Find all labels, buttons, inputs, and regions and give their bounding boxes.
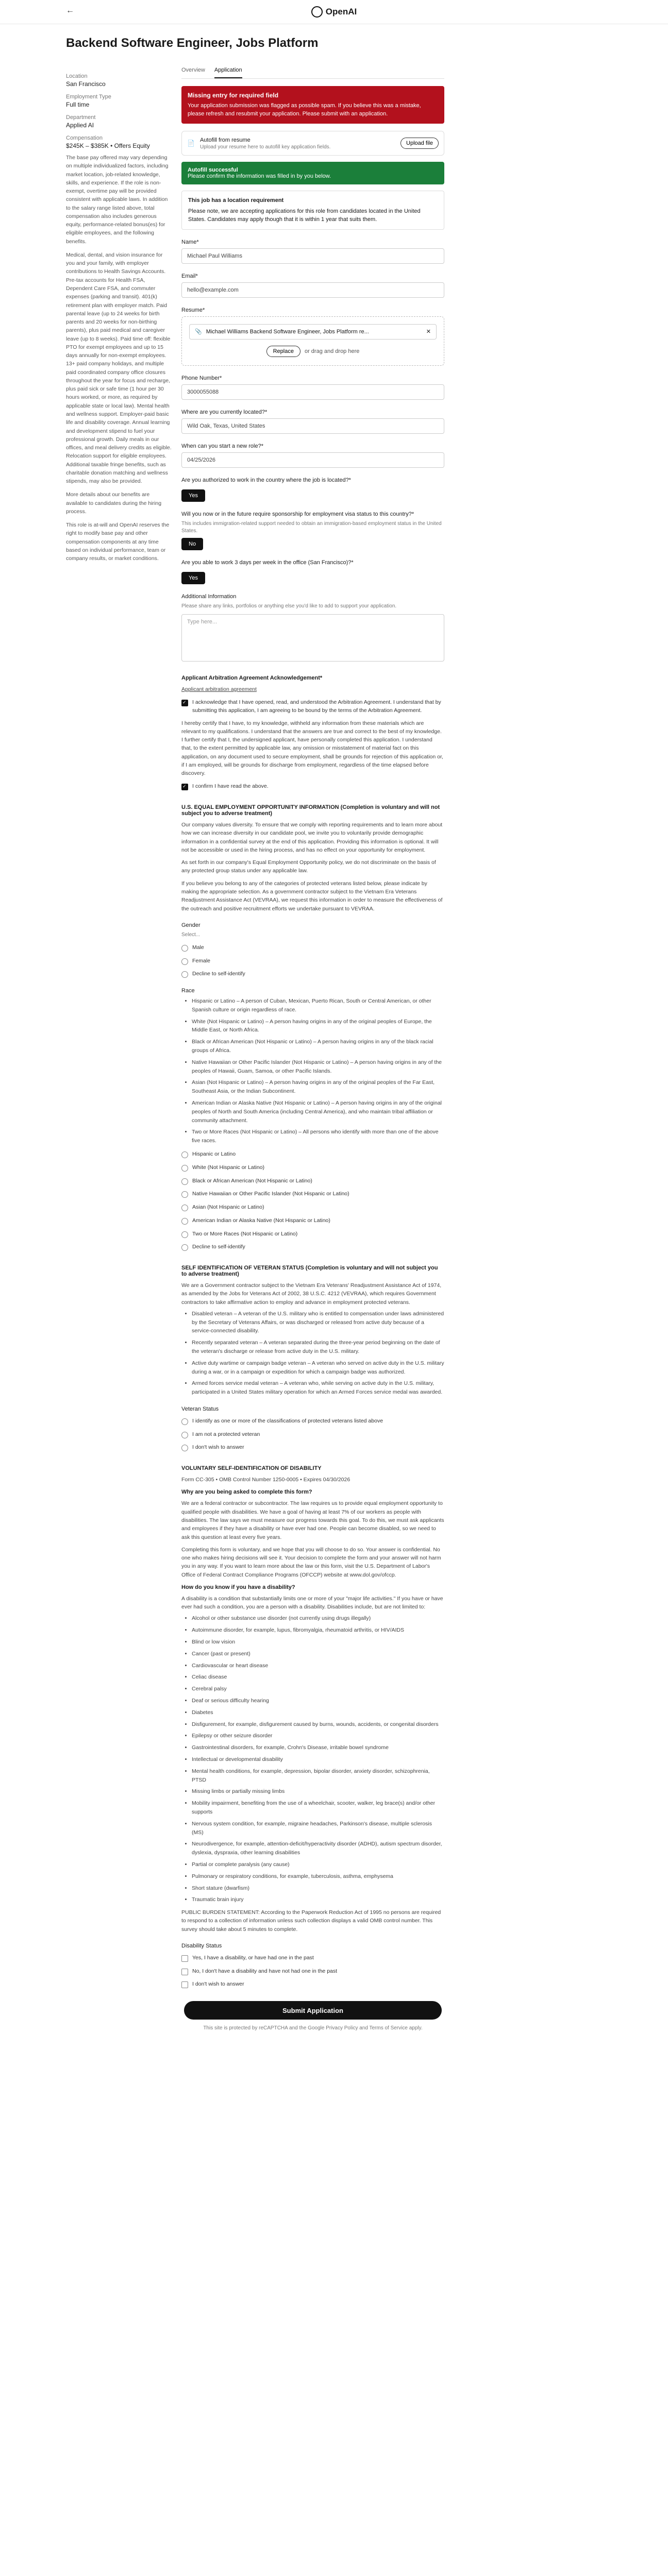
location-field-group	[181, 409, 444, 434]
resume-label: Resume*	[181, 307, 205, 313]
autofill-card	[181, 131, 444, 156]
option-label: Female	[192, 957, 211, 964]
checkbox[interactable]	[181, 1955, 188, 1962]
meta-value: Full time	[66, 101, 90, 108]
certify-checkbox[interactable]	[181, 784, 188, 790]
tab-bar	[181, 67, 444, 79]
logo-text: OpenAI	[325, 7, 357, 16]
list-item: • Hispanic or Latino – A person of Cuban, Mexican, Puerto Rican, South or Central American, or other Spanish culture or origin regardless of race.	[192, 997, 444, 1014]
checkbox[interactable]	[181, 1969, 188, 1975]
arbitration-link[interactable]: Applicant arbitration agreement	[181, 686, 257, 692]
start-date-field-group	[181, 443, 444, 468]
arbitration-title: Applicant Arbitration Agreement Acknowledgement*	[181, 674, 323, 681]
meta-label: Compensation	[66, 135, 103, 141]
public-burden-statement: PUBLIC BURDEN STATEMENT: According to the Paperwork Reduction Act of 1995 no persons are required to respond to a collection of information unless such collection displays a valid OMB control number. This survey should take about 5 minutes to complete.	[181, 1909, 441, 1933]
phone-label: Phone Number*	[181, 375, 222, 381]
disability-option[interactable]	[181, 1980, 444, 1989]
list-item: • Mental health conditions, for example, depression, bipolar disorder, anxiety disorder, schizophrenia, PTSD	[192, 1767, 444, 1785]
autofill-title: Autofill from resume	[199, 137, 250, 143]
resume-field-group	[181, 307, 444, 366]
phone-input[interactable]: 3000055088	[181, 384, 444, 400]
sponsorship-help: This includes immigration-related support needed to obtain an immigration-based employment status in the United States.	[181, 520, 442, 534]
success-alert	[181, 162, 444, 184]
email-field-group	[181, 273, 444, 298]
description-paragraph: This role is at-will and OpenAI reserves the right to modify base pay and other compensation components at any time based on individual performance, team or company results, or market conditions.	[66, 522, 170, 562]
meta-value: Applied AI	[66, 122, 94, 129]
meta-employment-type	[66, 94, 172, 108]
option-label: American Indian or Alaska Native (Not Hispanic or Latino)	[192, 1217, 330, 1224]
location-label: Where are you currently located?*	[181, 409, 268, 415]
radio-button[interactable]	[181, 945, 188, 952]
disability-paragraph: Completing this form is voluntary, and we hope that you will choose to do so. Your answer is confidential. No one who makes hiring decisions will see it. Your decision to complete the form and your answer will not harm you in any way. If you want to learn more about the law or this form, visit the U.S. Department of Labor's Office of Federal Contract Compliance Programs (OFCCP) website at www.dol.gov/ofccp.	[181, 1546, 441, 1578]
option-label: I am not a protected veteran	[192, 1431, 260, 1437]
eeo-paragraph: Our company values diversity. To ensure that we comply with reporting requirements and to learn more about how we can increase diversity in our candidate pool, we invite you to voluntarily provide demographic information in a confidential survey at the end of this application. Providing this information is optional. It will not be accessible or used in the hiring process, and has no effect on your opportunity for employment.	[181, 822, 443, 853]
name-field-group	[181, 239, 444, 264]
radio-button[interactable]	[181, 958, 188, 965]
disability-option[interactable]	[181, 1968, 444, 1976]
option-label: Decline to self-identify	[192, 1244, 245, 1250]
phone-field-group	[181, 375, 444, 400]
gender-option[interactable]	[181, 970, 444, 978]
disability-why: Why are you being asked to complete this form?	[181, 1489, 312, 1496]
additional-info-label: Additional Information	[181, 593, 237, 600]
list-item: • Pulmonary or respiratory conditions, for example, tuberculosis, asthma, emphysema	[192, 1872, 444, 1881]
arbitration-checkbox-row[interactable]	[181, 699, 444, 715]
replace-resume-button[interactable]: Replace	[266, 346, 300, 357]
race-option[interactable]	[181, 1177, 444, 1185]
radio-button[interactable]	[181, 1165, 188, 1172]
list-item: • Two or More Races (Not Hispanic or Latino) – All persons who identify with more than one of the above five races.	[192, 1128, 444, 1145]
office-group	[181, 560, 444, 584]
logo[interactable]	[311, 6, 357, 18]
list-item: • Armed forces service medal veteran – A veteran who, while serving on active duty in the U.S. military, participated in a United States military operation for which an Armed Forces service medal was awarded.	[192, 1379, 444, 1397]
radio-button[interactable]	[181, 1218, 188, 1225]
veteran-option[interactable]	[181, 1417, 444, 1426]
list-item: • Asian (Not Hispanic or Latino) – A person having origins in any of the original peoples of the Far East, Southeast Asia, or the Indian Subcontinent.	[192, 1078, 444, 1096]
additional-info-help: Please share any links, portfolios or anything else you'd like to add to support your application.	[181, 603, 397, 609]
option-label: Black or African American (Not Hispanic or Latino)	[192, 1177, 312, 1184]
option-label: Hispanic or Latino	[192, 1151, 236, 1157]
paperclip-icon: 📎	[195, 329, 202, 335]
start-date-label: When can you start a new role?*	[181, 443, 263, 449]
work-authorization-group	[181, 477, 444, 502]
radio-button[interactable]	[181, 1205, 188, 1211]
radio-button[interactable]	[181, 1151, 188, 1158]
replace-hint: or drag and drop here	[304, 348, 360, 354]
work-authorization-label: Are you authorized to work in the country where the job is located?*	[181, 477, 351, 483]
disability-list	[181, 1614, 444, 1904]
office-label: Are you able to work 3 days per week in the office (San Francisco)?*	[181, 559, 354, 566]
compensation-description	[66, 154, 172, 563]
list-item: • Short stature (dwarfism)	[192, 1884, 444, 1893]
gender-label: Gender	[181, 922, 201, 928]
list-item: • American Indian or Alaska Native (Not Hispanic or Latino) – A person having origins in any of the original peoples of North and South America (including Central America), and who maintain tribal affiliation or community attachment.	[192, 1099, 444, 1125]
list-item: • White (Not Hispanic or Latino) – A person having origins in any of the original peoples of Europe, the Middle East, or North Africa.	[192, 1018, 444, 1035]
radio-button[interactable]	[181, 1231, 188, 1238]
list-item: • Nervous system condition, for example, migraine headaches, Parkinson's disease, multiple sclerosis (MS)	[192, 1820, 444, 1837]
veteran-status-group	[181, 1406, 444, 1452]
radio-button[interactable]	[181, 1178, 188, 1185]
list-item: • Partial or complete paralysis (any cause)	[192, 1860, 444, 1869]
race-option[interactable]	[181, 1204, 444, 1212]
location-notice	[181, 191, 444, 230]
list-item: • Intellectual or developmental disability	[192, 1755, 444, 1764]
back-arrow-icon[interactable]: ←	[66, 6, 74, 15]
eeo-paragraph: As set forth in our company's Equal Employment Opportunity policy, we do not discriminate on the basis of any protected group status under any applicable law.	[181, 859, 436, 874]
race-option[interactable]	[181, 1230, 444, 1239]
notice-body: Please note, we are accepting applications for this role from candidates located in the United States. Candidates may apply though that it is within 1 year that suits them.	[188, 208, 421, 223]
list-item: • Disabled veteran – A veteran of the U.S. military who is entitled to compensation under laws administered by the Secretary of Veterans Affairs, or was discharged or released from active duty because of a service-connected disability.	[192, 1310, 444, 1335]
list-item: • Blind or low vision	[192, 1638, 444, 1647]
name-input[interactable]: Michael Paul Williams	[181, 248, 444, 264]
list-item: • Cancer (past or present)	[192, 1650, 444, 1658]
list-item: • Disfigurement, for example, disfigurement caused by burns, wounds, accidents, or congenital disorders	[192, 1720, 444, 1729]
list-item: • Cerebral palsy	[192, 1685, 444, 1693]
error-alert	[181, 86, 444, 124]
certify-checkbox-row[interactable]	[181, 783, 444, 791]
additional-info-textarea[interactable]: Type here...	[181, 614, 444, 662]
tab-application[interactable]: Application	[214, 67, 242, 78]
meta-value: San Francisco	[66, 80, 106, 88]
meta-label: Location	[66, 73, 88, 79]
race-label: Race	[181, 988, 195, 994]
veteran-definitions	[181, 1310, 444, 1397]
radio-button[interactable]	[181, 1244, 188, 1251]
disability-status-label: Disability Status	[181, 1942, 222, 1949]
veteran-option[interactable]	[181, 1431, 444, 1439]
upload-file-button[interactable]: Upload file	[400, 138, 439, 149]
resume-dropzone[interactable]	[181, 316, 444, 366]
email-input[interactable]: hello@example.com	[181, 282, 444, 298]
option-label: White (Not Hispanic or Latino)	[192, 1164, 265, 1171]
description-paragraph: The base pay offered may vary depending on multiple individualized factors, including market location, job-related knowledge, skills, and experience. If the role is non-exempt, overtime pay will be provided consistent with applicable laws. In addition to the salary range listed above, total compensation also includes generous equity, performance-related bonus(es) for eligible employees, and the following benefits.	[66, 155, 169, 245]
list-item: • Epilepsy or other seizure disorder	[192, 1732, 444, 1740]
option-label: I don't wish to answer	[192, 1981, 244, 1988]
list-item: • Native Hawaiian or Other Pacific Islander (Not Hispanic or Latino) – A person having origins in any of the peoples of Hawaii, Guam, Samoa, or other Pacific Islands.	[192, 1058, 444, 1076]
disability-paragraph: A disability is a condition that substantially limits one or more of your "major life activities." If you have or have ever had such a condition, you are a person with a disability. Disabilities include, but are not limited to:	[181, 1595, 443, 1611]
option-label: Asian (Not Hispanic or Latino)	[192, 1204, 264, 1210]
radio-button[interactable]	[181, 1418, 188, 1425]
list-item: • Deaf or serious difficulty hearing	[192, 1697, 444, 1705]
openai-logo-icon	[311, 6, 323, 18]
meta-location	[66, 73, 172, 88]
veteran-option[interactable]	[181, 1444, 444, 1452]
option-label: Yes, I have a disability, or have had one in the past	[192, 1954, 314, 1961]
name-label: Name*	[181, 239, 199, 245]
remove-file-icon[interactable]: ✕	[426, 329, 431, 335]
document-icon: 📄	[187, 140, 195, 147]
race-option[interactable]	[181, 1150, 444, 1159]
sponsorship-group	[181, 511, 444, 550]
option-label: I don't wish to answer	[192, 1444, 244, 1451]
notice-title: This job has a location requirement	[188, 197, 284, 204]
gender-hint: Select...	[181, 931, 201, 938]
list-item: • Diabetes	[192, 1708, 444, 1717]
error-alert-title: Missing entry for required field	[188, 92, 279, 99]
option-label: No, I don't have a disability and have not had one in the past	[192, 1968, 338, 1974]
gender-group	[181, 922, 444, 978]
race-option[interactable]	[181, 1217, 444, 1225]
meta-value: $245K – $385K • Offers Equity	[66, 142, 150, 149]
race-definitions	[181, 997, 444, 1145]
list-item: • Active duty wartime or campaign badge veteran – A veteran who served on active duty in the U.S. military during a war, or in a campaign or expedition for which a campaign badge was authorized.	[192, 1359, 444, 1377]
top-bar	[0, 0, 668, 24]
autofill-subtitle: Upload your resume here to autofill key application fields.	[199, 144, 331, 150]
veteran-title: SELF IDENTIFICATION OF VETERAN STATUS (Completion is voluntary and will not subject you to adverse treatment)	[181, 1265, 438, 1277]
race-option[interactable]	[181, 1243, 444, 1251]
work-authorization-yes-button[interactable]: Yes	[181, 489, 205, 502]
list-item: • Gastrointestinal disorders, for example, Crohn's Disease, irritable bowel syndrome	[192, 1743, 444, 1752]
page-title: Backend Software Engineer, Jobs Platform	[66, 36, 319, 50]
veteran-paragraph: We are a Government contractor subject to the Vietnam Era Veterans' Readjustment Assistance Act of 1974, as amended by the Jobs for Veterans Act of 2002, 38 U.S.C. 4212 (VEVRAA), which requires Government contractors to take affirmative action to employ and advance in employment protected veterans.	[181, 1282, 442, 1306]
description-paragraph: Medical, dental, and vision insurance for you and your family, with employer contributions to Health Savings Accounts. Pre-tax accounts for Health FSA, Dependent Care FSA, and commuter expenses (parking and transit). 401(k) retirement plan with employer match. Paid parental leave (up to 24 weeks for birth parents and 20 weeks for non-birthing parents), plus paid medical and caregiver leave (up to 8 weeks). Paid time off: flexible PTO for exempt employees and up to 15 days annually for non-exempt employees. 13+ paid company holidays, and multiple paid coordinated company office closures throughout the year for focus and recharge, plus paid sick or safe time (1 hour per 30 hours worked, or more, as required by applicable state or local law). Mental health and wellness support. Employer-paid basic life and disability coverage. Annual learning and development stipend to fuel your professional growth. Daily meals in our offices, and meal delivery credits as eligible. Relocation support for eligible employees. Additional taxable fringe benefits, such as charitable donation matching and wellness stipends, may also be provided.	[66, 251, 172, 485]
disability-status-group	[181, 1943, 444, 1989]
gender-option[interactable]	[181, 957, 444, 965]
submit-application-button[interactable]: Submit Application	[184, 2001, 442, 2020]
radio-button[interactable]	[181, 1432, 188, 1438]
description-paragraph: More details about our benefits are available to candidates during the hiring process.	[66, 492, 162, 515]
radio-button[interactable]	[181, 1191, 188, 1198]
certify-checkbox-label: I confirm I have read the above.	[192, 783, 269, 790]
race-option[interactable]	[181, 1164, 444, 1172]
option-label: Male	[192, 944, 204, 951]
recaptcha-note: This site is protected by reCAPTCHA and the Google Privacy Policy and Terms of Service apply.	[203, 2025, 423, 2031]
list-item: • Neurodivergence, for example, attention-deficit/hyperactivity disorder (ADHD), autism spectrum disorder, dyslexia, dyspraxia, other learning disabilities	[192, 1840, 444, 1857]
gender-option[interactable]	[181, 944, 444, 952]
list-item: • Celiac disease	[192, 1673, 444, 1682]
certify-text: I hereby certify that I have, to my knowledge, withheld any information from these materials which are relevant to my qualifications. I understand that the answers are true and correct to the best of my knowledge. I further certify that I, the undersigned applicant, have personally completed this application. I understand that, to the extent permitted by applicable law, any omission or misstatement of material fact on this application, on any document used to secure employment, shall be grounds for rejection of this application or, if I am employed, will be grounds for discharge from employment, regardless of the time elapsed before discovery.	[181, 720, 443, 777]
sponsorship-no-button[interactable]: No	[181, 538, 203, 550]
option-label: Decline to self-identify	[192, 971, 245, 977]
list-item: • Autoimmune disorder, for example, lupus, fibromyalgia, rheumatoid arthritis, or HIV/AIDS	[192, 1626, 444, 1635]
arbitration-checkbox-label: I acknowledge that I have opened, read, and understood the Arbitration Agreement. I understand that by submitting this application, I am agreeing to be bound by the terms of the Arbitration Agreement.	[192, 699, 441, 714]
list-item: • Traumatic brain injury	[192, 1895, 444, 1904]
list-item: • Cardiovascular or heart disease	[192, 1662, 444, 1670]
sponsorship-label: Will you now or in the future require sponsorship for employment visa status to this country?*	[181, 511, 414, 517]
disability-option[interactable]	[181, 1954, 444, 1962]
resume-file	[189, 324, 437, 340]
meta-compensation	[66, 135, 172, 149]
veteran-status-label: Veteran Status	[181, 1405, 219, 1412]
disability-form-id: Form CC-305 • OMB Control Number 1250-0005 • Expires 04/30/2026	[181, 1477, 350, 1483]
option-label: Native Hawaiian or Other Pacific Islander (Not Hispanic or Latino)	[192, 1191, 349, 1197]
list-item: • Alcohol or other substance use disorder (not currently using drugs illegally)	[192, 1614, 444, 1623]
resume-file-name: Michael Williams Backend Software Engineer, Jobs Platform re...	[206, 328, 369, 335]
email-label: Email*	[181, 273, 198, 279]
disability-title: VOLUNTARY SELF-IDENTIFICATION OF DISABILITY	[181, 1465, 322, 1472]
tab-overview[interactable]: Overview	[181, 67, 205, 73]
success-alert-body: Please confirm the information was filled in by you below.	[188, 173, 331, 180]
meta-department	[66, 114, 172, 129]
start-date-input[interactable]: 04/25/2026	[181, 452, 444, 468]
radio-button[interactable]	[181, 1445, 188, 1451]
list-item: • Mobility impairment, benefiting from the use of a wheelchair, scooter, walker, leg brace(s) and/or other supports	[192, 1799, 444, 1817]
success-alert-title: Autofill successful	[188, 167, 238, 174]
disability-paragraph: We are a federal contractor or subcontractor. The law requires us to provide equal employment opportunity to qualified people with disabilities. We have a goal of having at least 7% of our workers as people with disabilities. The law says we must measure our progress towards this goal. To do this, we must ask applicants and employees if they have a disability or have ever had one. People can become disabled, so we need to ask this question at least every five years.	[181, 1500, 444, 1540]
arbitration-checkbox[interactable]	[181, 700, 188, 706]
error-alert-body: Your application submission was flagged as possible spam. If you believe this was a mistake, please refresh and resubmit your application. Please submit with an application.	[188, 103, 421, 117]
radio-button[interactable]	[181, 971, 188, 978]
additional-info-group	[181, 594, 444, 662]
job-sidebar	[66, 67, 172, 568]
application-panel	[181, 67, 444, 2032]
meta-label: Employment Type	[66, 94, 111, 100]
eeo-paragraph: If you believe you belong to any of the categories of protected veterans listed below, please indicate by making the appropriate selection. As a government contractor subject to the Vietnam Era Veterans Readjustment Assistance Act (VEVRAA), we request this information in order to measure the effectiveness of the outreach and positive recruitment efforts we undertake pursuant to VEVRAA.	[181, 880, 443, 912]
option-label: Two or More Races (Not Hispanic or Latino)	[192, 1230, 298, 1237]
meta-label: Department	[66, 114, 96, 121]
office-yes-button[interactable]: Yes	[181, 572, 205, 584]
disability-how: How do you know if you have a disability?	[181, 1584, 295, 1590]
race-group	[181, 988, 444, 1251]
list-item: • Black or African American (Not Hispanic or Latino) – A person having origins in any of the black racial groups of Africa.	[192, 1038, 444, 1055]
eeo-title: U.S. EQUAL EMPLOYMENT OPPORTUNITY INFORMATION (Completion is voluntary and will not subject you to adverse treatment)	[181, 804, 440, 817]
list-item: • Missing limbs or partially missing limbs	[192, 1787, 444, 1796]
option-label: I identify as one or more of the classifications of protected veterans listed above	[192, 1417, 383, 1424]
race-option[interactable]	[181, 1190, 444, 1198]
checkbox[interactable]	[181, 1981, 188, 1988]
location-input[interactable]: Wild Oak, Texas, United States	[181, 418, 444, 434]
list-item: • Recently separated veteran – A veteran separated during the three-year period beginning on the date of the veteran's discharge or release from active duty in the U.S. military.	[192, 1338, 444, 1356]
